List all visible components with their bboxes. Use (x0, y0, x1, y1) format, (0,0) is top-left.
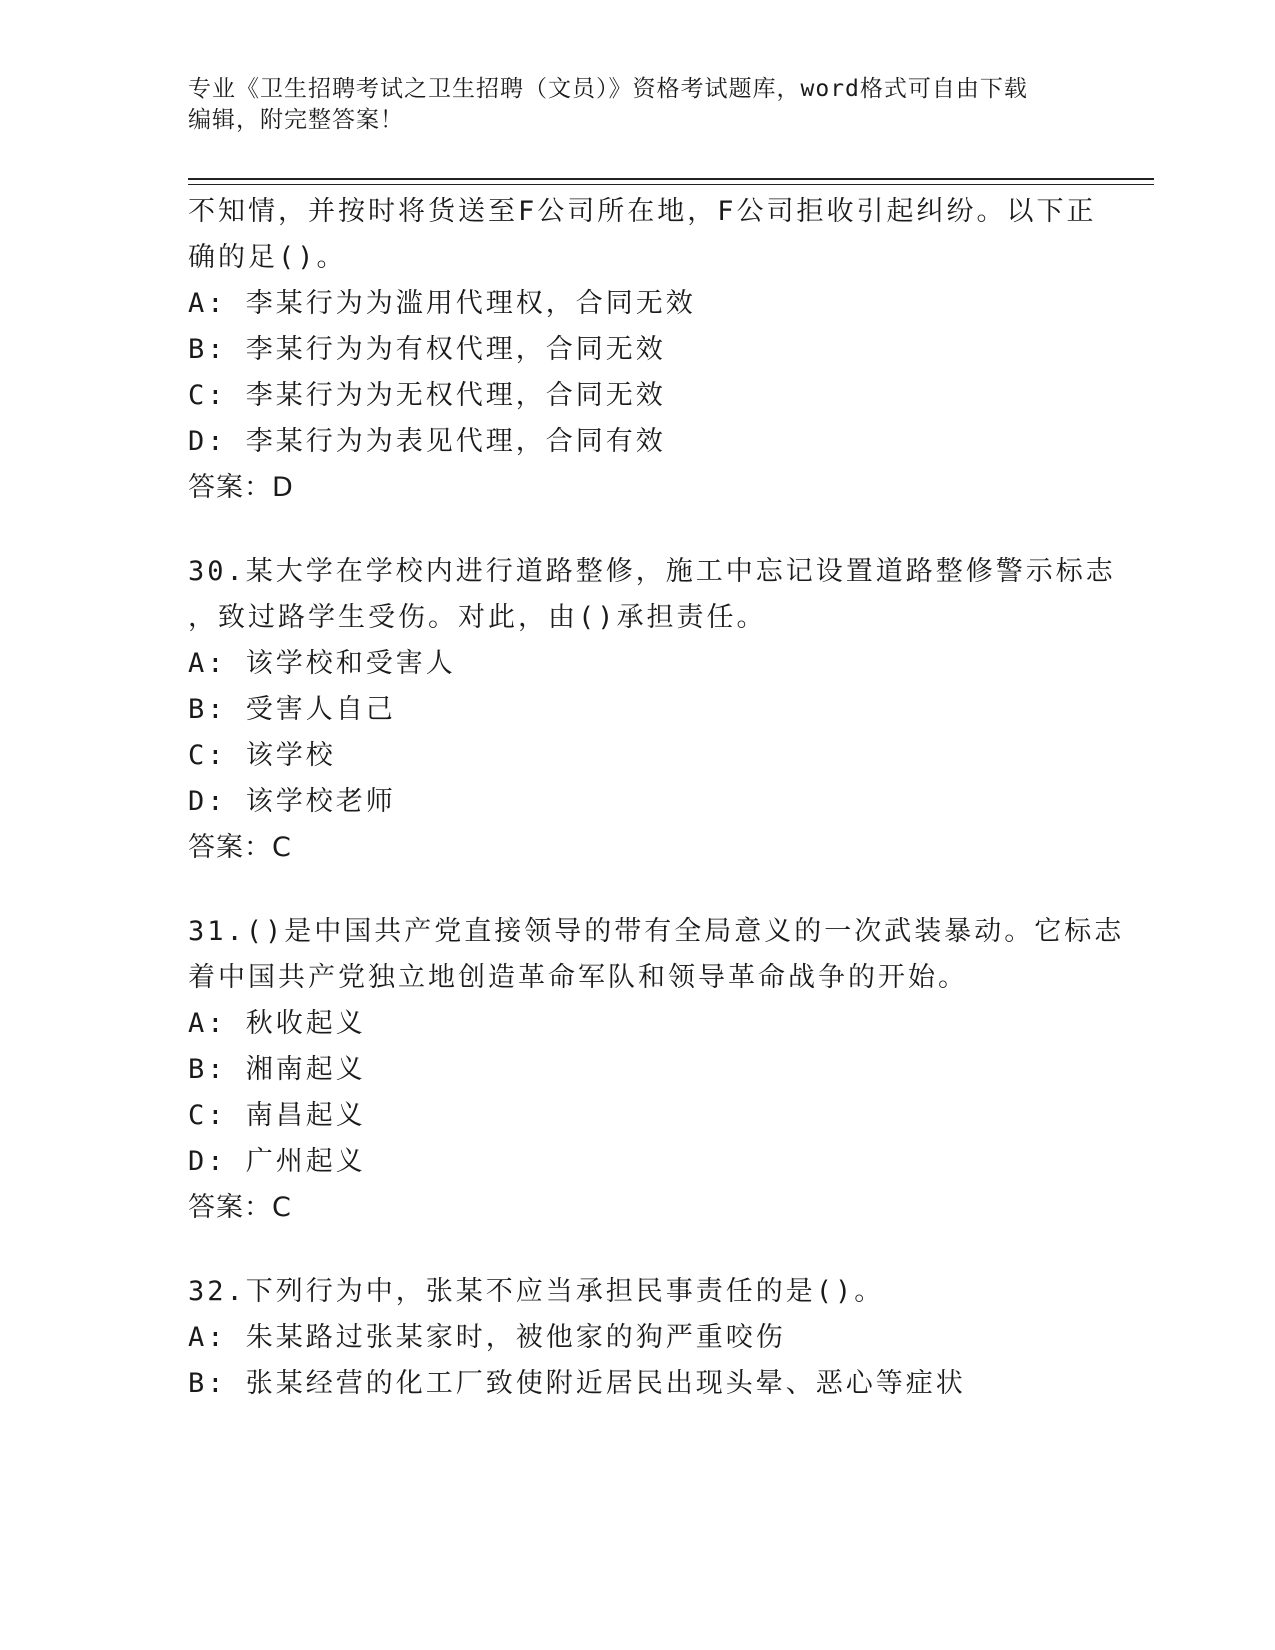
option-b: B: 受害人自己 (188, 694, 396, 725)
question-text-line: 确的足()。 (188, 242, 347, 273)
question-31 (188, 909, 1125, 1231)
option-c: C: 该学校 (188, 740, 336, 771)
question-text-line: 不知情，并按时将货送至F公司所在地，F公司拒收引起纠纷。以下正 (188, 196, 1097, 227)
question-30 (188, 549, 1116, 871)
spacer (188, 511, 1088, 549)
option-c: C: 李某行为为无权代理，合同无效 (188, 380, 666, 411)
question-32 (188, 1269, 1088, 1407)
option-a: A: 该学校和受害人 (188, 648, 456, 679)
question-text-line: 32.下列行为中，张某不应当承担民事责任的是()。 (188, 1276, 885, 1307)
header-line-2: 编辑，附完整答案！ (188, 107, 404, 133)
option-a: A: 朱某路过张某家时，被他家的狗严重咬伤 (188, 1322, 786, 1353)
option-d: D: 该学校老师 (188, 786, 396, 817)
header-divider-thin (188, 184, 1154, 185)
option-a: A: 秋收起义 (188, 1008, 366, 1039)
answer-line: 答案：D (188, 472, 294, 503)
spacer (188, 1231, 1088, 1269)
answer-line: 答案：C (188, 1192, 292, 1223)
option-d: D: 李某行为为表见代理，合同有效 (188, 426, 666, 457)
question-text-line: 30.某大学在学校内进行道路整修，施工中忘记设置道路整修警示标志 (188, 556, 1116, 587)
option-b: B: 湘南起义 (188, 1054, 366, 1085)
question-29 (188, 189, 1097, 511)
answer-line: 答案：C (188, 832, 292, 863)
header-line-1: 专业《卫生招聘考试之卫生招聘（文员）》资格考试题库，word格式可自由下载 (188, 76, 1028, 102)
header-divider-thick (188, 178, 1154, 180)
option-c: C: 南昌起义 (188, 1100, 366, 1131)
spacer (188, 871, 1088, 909)
document-header (188, 74, 1088, 136)
question-text-line: ，致过路学生受伤。对此，由()承担责任。 (188, 602, 767, 633)
option-b: B: 李某行为为有权代理，合同无效 (188, 334, 666, 365)
option-a: A: 李某行为为滥用代理权，合同无效 (188, 288, 696, 319)
question-content (188, 189, 1125, 1407)
question-text-line: 31.()是中国共产党直接领导的带有全局意义的一次武装暴动。它标志 (188, 916, 1125, 947)
question-text-line: 着中国共产党独立地创造革命军队和领导革命战争的开始。 (188, 962, 968, 993)
option-d: D: 广州起义 (188, 1146, 366, 1177)
option-b: B: 张某经营的化工厂致使附近居民出现头晕、恶心等症状 (188, 1368, 966, 1399)
